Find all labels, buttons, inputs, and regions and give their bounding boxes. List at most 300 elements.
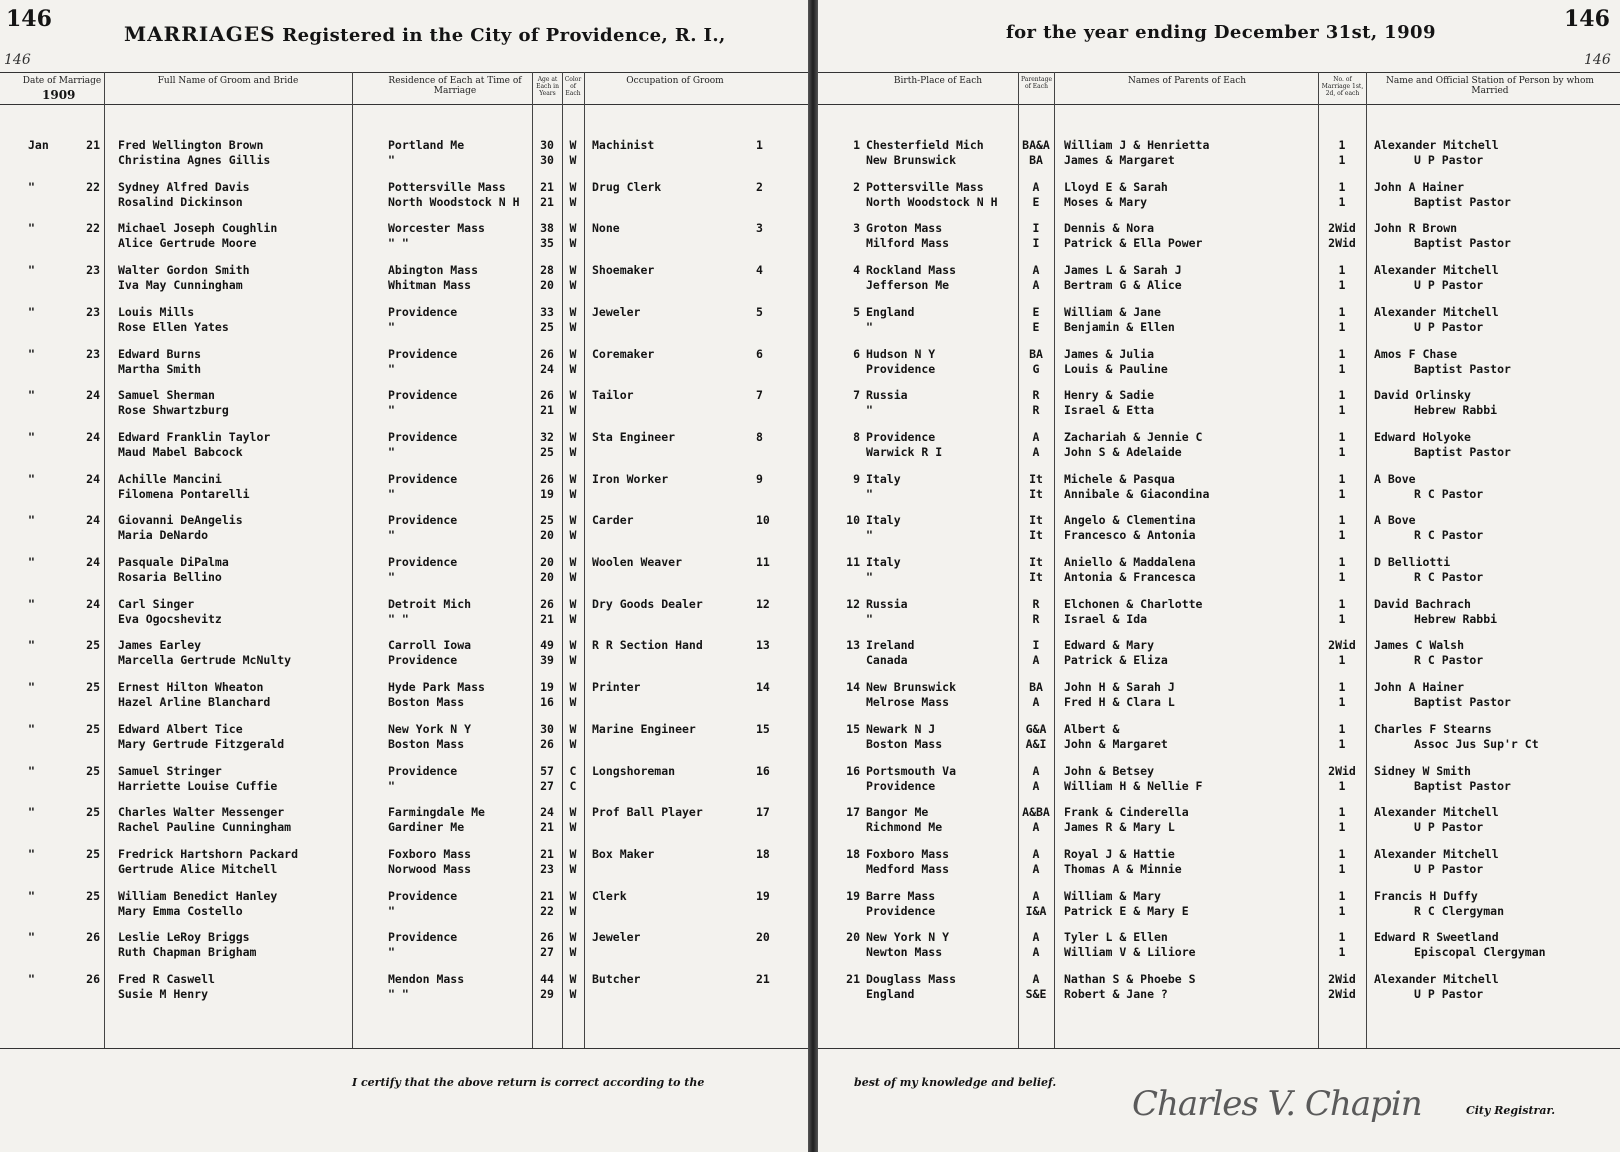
cell-bp-g: Groton Mass [866,221,943,235]
cell-off2: Baptist Pastor [1414,362,1511,376]
cell-occ: Dry Goods Dealer [592,597,703,611]
cell-res-b: " [388,570,395,584]
cell-m-b: 1 [1338,695,1346,709]
cell-col-g: W [569,513,577,527]
cell-m-g: 1 [1338,805,1346,819]
cell-par-b: G [1032,362,1040,376]
cell-res-b: " [388,779,395,793]
cell-res-g: Foxboro Mass [388,847,472,861]
cell-m-b: 1 [1338,570,1346,584]
cell-bride: Hazel Arline Blanchard [118,695,271,709]
cell-col-b: W [569,487,577,501]
cell-age-b: 23 [540,862,554,876]
cell-off1: A Bove [1374,513,1416,527]
cell-day: 25 [86,722,100,736]
cell-off2: R C Pastor [1414,653,1484,667]
cell-pn-g: Dennis & Nora [1064,221,1155,235]
cell-res-g: Providence [388,305,458,319]
cell-par-b: A [1032,653,1040,667]
cell-m-g: 2Wid [1328,638,1356,652]
cell-age-g: 24 [540,805,554,819]
page-number: 146 [1564,6,1610,32]
cell-res-g: Detroit Mich [388,597,472,611]
cell-m-g: 1 [1338,388,1346,402]
cell-day: 23 [86,263,100,277]
cell-no: 8 [853,430,860,444]
cell-pn-b: Benjamin & Ellen [1064,320,1175,334]
cell-m-g: 1 [1338,680,1346,694]
cell-pn-b: James & Margaret [1064,153,1175,167]
cell-age-b: 20 [540,528,554,542]
cell-pn-g: William J & Henrietta [1064,138,1210,152]
cell-month: " [28,638,35,652]
cell-occ: Sta Engineer [592,430,676,444]
cell-m-g: 1 [1338,930,1346,944]
cell-bp-b: Milford Mass [866,236,950,250]
cell-col-b: W [569,904,577,918]
cell-col-g: W [569,347,577,361]
cell-bp-b: Medford Mass [866,862,950,876]
cell-res-g: Providence [388,388,458,402]
cell-age-g: 26 [540,347,554,361]
cell-col-g: W [569,263,577,277]
cell-month: " [28,388,35,402]
cell-col-g: W [569,972,577,986]
cell-off1: John A Hainer [1374,680,1465,694]
cell-occ: Shoemaker [592,263,655,277]
cell-res-b: Boston Mass [388,737,465,751]
cell-off2: U P Pastor [1414,153,1484,167]
cell-pn-g: John & Betsey [1064,764,1155,778]
cell-bp-g: Italy [866,513,901,527]
cell-pn-g: Tyler L & Ellen [1064,930,1168,944]
cell-res-g: Hyde Park Mass [388,680,485,694]
cell-par-g: A [1032,263,1040,277]
cell-bp-b: Newton Mass [866,945,943,959]
cell-off1: Charles F Stearns [1374,722,1492,736]
cell-off2: Baptist Pastor [1414,695,1511,709]
cell-groom: Louis Mills [118,305,195,319]
cell-bp-b: Providence [866,362,936,376]
cell-bp-b: " [866,528,873,542]
cell-no: 3 [756,221,763,235]
cell-no: 14 [756,680,770,694]
cell-par-g: A [1032,847,1040,861]
cell-age-b: 21 [540,403,554,417]
cell-par-b: I [1032,236,1040,250]
cell-bp-g: Italy [866,555,901,569]
cell-pn-g: Nathan S & Phoebe S [1064,972,1196,986]
cell-bp-b: Boston Mass [866,737,943,751]
cell-col-b: W [569,820,577,834]
cell-pn-g: Zachariah & Jennie C [1064,430,1203,444]
cell-par-b: E [1032,320,1040,334]
cell-off1: Alexander Mitchell [1374,847,1499,861]
cell-off1: Alexander Mitchell [1374,805,1499,819]
cell-col-b: W [569,403,577,417]
cell-groom: James Earley [118,638,202,652]
handwritten-page-number: 146 [1584,52,1611,68]
cell-month: " [28,221,35,235]
cell-par-g: G&A [1025,722,1047,736]
cell-day: 25 [86,764,100,778]
cell-occ: Printer [592,680,641,694]
cell-groom: Samuel Sherman [118,388,215,402]
cell-m-b: 1 [1338,362,1346,376]
cell-bp-g: Foxboro Mass [866,847,950,861]
cell-age-g: 33 [540,305,554,319]
cell-pn-g: William & Mary [1064,889,1161,903]
cell-age-g: 44 [540,972,554,986]
registrar-signature: Charles V. Chapin [1132,1084,1422,1124]
cell-off2: Hebrew Rabbi [1414,612,1498,626]
cell-occ: Coremaker [592,347,655,361]
cell-no: 16 [756,764,770,778]
cell-col-g: W [569,555,577,569]
cell-res-g: Providence [388,930,458,944]
cell-off2: Baptist Pastor [1414,445,1511,459]
cell-age-g: 28 [540,263,554,277]
cell-res-g: Mendon Mass [388,972,465,986]
cell-pn-g: Frank & Cinderella [1064,805,1189,819]
cell-age-g: 32 [540,430,554,444]
cell-occ: Box Maker [592,847,655,861]
cell-age-g: 26 [540,472,554,486]
cell-off1: Edward R Sweetland [1374,930,1499,944]
cell-par-g: BA [1029,347,1043,361]
cell-bp-b: Melrose Mass [866,695,950,709]
cell-par-g: A [1032,430,1040,444]
cell-no: 1 [756,138,763,152]
column-divider [1366,72,1367,1048]
cell-pn-b: Louis & Pauline [1064,362,1168,376]
cell-bp-g: Douglass Mass [866,972,957,986]
cell-no: 19 [846,889,860,903]
cell-month: " [28,513,35,527]
cell-par-b: A&I [1025,737,1047,751]
cell-no: 4 [756,263,763,277]
cell-off2: Hebrew Rabbi [1414,403,1498,417]
cell-m-b: 1 [1338,779,1346,793]
cell-pn-b: John S & Adelaide [1064,445,1182,459]
cell-m-b: 1 [1338,820,1346,834]
cell-bp-b: " [866,403,873,417]
cell-col-g: W [569,472,577,486]
cell-res-b: " " [388,987,409,1001]
cell-off1: James C Walsh [1374,638,1465,652]
cell-par-b: R [1032,612,1040,626]
cell-pn-b: Israel & Ida [1064,612,1148,626]
cell-bp-b: Providence [866,904,936,918]
cell-col-g: W [569,889,577,903]
cell-day: 21 [86,138,100,152]
cell-res-b: Providence [388,653,458,667]
cell-res-g: Providence [388,889,458,903]
cell-bp-g: Portsmouth Va [866,764,957,778]
cell-par-g: I [1032,221,1040,235]
certification-text-cont: best of my knowledge and belief. [854,1076,1057,1089]
cell-res-g: Providence [388,430,458,444]
cell-col-g: W [569,680,577,694]
cell-age-g: 49 [540,638,554,652]
cell-off1: D Belliotti [1374,555,1451,569]
cell-col-g: C [569,764,577,778]
cell-month: " [28,930,35,944]
cell-m-b: 1 [1338,945,1346,959]
cell-no: 4 [853,263,860,277]
cell-bp-g: New Brunswick [866,680,957,694]
cell-bride: Martha Smith [118,362,202,376]
cell-bp-g: Bangor Me [866,805,929,819]
cell-col-g: W [569,221,577,235]
cell-pn-g: John H & Sarah J [1064,680,1175,694]
cell-age-b: 26 [540,737,554,751]
cell-col-b: W [569,445,577,459]
cell-col-b: W [569,278,577,292]
cell-age-b: 25 [540,320,554,334]
cell-month: " [28,722,35,736]
cell-res-b: " [388,362,395,376]
cell-age-g: 19 [540,680,554,694]
cell-col-g: W [569,305,577,319]
cell-res-b: " [388,945,395,959]
cell-pn-g: William & Jane [1064,305,1161,319]
cell-no: 21 [846,972,860,986]
cell-m-g: 1 [1338,138,1346,152]
cell-no: 17 [846,805,860,819]
certification-text: I certify that the above return is correct according to the [352,1076,705,1089]
cell-par-b: It [1029,487,1043,501]
cell-bp-b: " [866,320,873,334]
cell-par-g: A [1032,764,1040,778]
cell-col-b: W [569,195,577,209]
cell-off2: Episcopal Clergyman [1414,945,1546,959]
cell-res-b: " " [388,612,409,626]
column-divider [104,72,105,1048]
cell-off1: Sidney W Smith [1374,764,1471,778]
cell-m-g: 1 [1338,847,1346,861]
cell-res-b: Boston Mass [388,695,465,709]
cell-m-b: 1 [1338,737,1346,751]
cell-occ: Jeweler [592,930,641,944]
header-name: Full Name of Groom and Bride [157,76,299,86]
cell-bp-g: Providence [866,430,936,444]
cell-bride: Rose Ellen Yates [118,320,229,334]
cell-day: 24 [86,555,100,569]
cell-age-g: 26 [540,930,554,944]
cell-no: 7 [756,388,763,402]
cell-off1: A Bove [1374,472,1416,486]
cell-col-b: W [569,695,577,709]
cell-m-b: 1 [1338,904,1346,918]
footer-rule [818,1048,1620,1049]
cell-age-g: 21 [540,180,554,194]
cell-age-b: 16 [540,695,554,709]
cell-age-g: 30 [540,722,554,736]
cell-par-b: A [1032,820,1040,834]
cell-par-g: BA [1029,680,1043,694]
cell-age-b: 20 [540,570,554,584]
cell-day: 24 [86,430,100,444]
cell-res-b: Gardiner Me [388,820,465,834]
header-top-rule [0,72,808,73]
cell-day: 23 [86,305,100,319]
cell-par-b: S&E [1025,987,1047,1001]
cell-off2: Baptist Pastor [1414,779,1511,793]
cell-m-g: 1 [1338,263,1346,277]
cell-res-g: Providence [388,555,458,569]
cell-age-b: 19 [540,487,554,501]
cell-month: " [28,680,35,694]
cell-no: 12 [846,597,860,611]
cell-par-b: A [1032,695,1040,709]
cell-pn-b: Moses & Mary [1064,195,1148,209]
cell-res-g: Portland Me [388,138,465,152]
cell-par-b: It [1029,570,1043,584]
cell-bp-b: Richmond Me [866,820,943,834]
cell-no: 7 [853,388,860,402]
cell-no: 11 [846,555,860,569]
cell-day: 26 [86,972,100,986]
cell-pn-b: William V & Liliore [1064,945,1196,959]
cell-no: 14 [846,680,860,694]
cell-col-b: W [569,320,577,334]
cell-age-b: 27 [540,945,554,959]
cell-no: 2 [853,180,860,194]
cell-res-g: Worcester Mass [388,221,485,235]
cell-day: 25 [86,680,100,694]
cell-col-b: C [569,779,577,793]
cell-pn-b: Bertram G & Alice [1064,278,1182,292]
cell-groom: Fred Wellington Brown [118,138,264,152]
column-divider [584,72,585,1048]
cell-par-g: BA&A [1022,138,1050,152]
cell-no: 21 [756,972,770,986]
cell-pn-b: Annibale & Giacondina [1064,487,1210,501]
cell-bp-b: " [866,570,873,584]
cell-occ: Butcher [592,972,641,986]
cell-age-g: 38 [540,221,554,235]
cell-bp-b: England [866,987,915,1001]
cell-par-g: A [1032,972,1040,986]
cell-res-b: Norwood Mass [388,862,472,876]
cell-pn-b: Israel & Etta [1064,403,1155,417]
cell-age-b: 27 [540,779,554,793]
cell-day: 24 [86,597,100,611]
column-divider [532,72,533,1048]
cell-pn-b: Francesco & Antonia [1064,528,1196,542]
cell-no: 20 [846,930,860,944]
cell-month: Jan [28,138,49,152]
cell-off1: David Orlinsky [1374,388,1471,402]
cell-bp-b: Warwick R I [866,445,943,459]
cell-no: 10 [846,513,860,527]
cell-bride: Susie M Henry [118,987,209,1001]
cell-no: 19 [756,889,770,903]
cell-off2: U P Pastor [1414,320,1484,334]
cell-par-b: BA [1029,153,1043,167]
cell-pn-g: James & Julia [1064,347,1155,361]
cell-pn-b: John & Margaret [1064,737,1168,751]
cell-m-g: 2Wid [1328,972,1356,986]
cell-age-b: 21 [540,195,554,209]
cell-bride: Rachel Pauline Cunningham [118,820,292,834]
cell-pn-b: Patrick & Ella Power [1064,236,1203,250]
cell-bp-b: New Brunswick [866,153,957,167]
cell-m-b: 1 [1338,403,1346,417]
cell-no: 17 [756,805,770,819]
cell-age-g: 21 [540,847,554,861]
cell-m-g: 2Wid [1328,764,1356,778]
cell-occ: R R Section Hand [592,638,703,652]
book-gutter [808,0,818,1152]
header-parentage: Parentage of Each [1020,76,1052,90]
cell-res-g: Providence [388,347,458,361]
cell-bride: Harriette Louise Cuffie [118,779,278,793]
cell-no: 5 [853,305,860,319]
cell-groom: Sydney Alfred Davis [118,180,250,194]
cell-res-g: Providence [388,513,458,527]
cell-col-g: W [569,930,577,944]
cell-off2: U P Pastor [1414,278,1484,292]
cell-m-b: 1 [1338,278,1346,292]
cell-groom: Giovanni DeAngelis [118,513,243,527]
cell-par-b: E [1032,195,1040,209]
cell-res-b: " [388,403,395,417]
cell-res-b: " [388,487,395,501]
cell-res-g: New York N Y [388,722,472,736]
cell-month: " [28,180,35,194]
cell-no: 13 [846,638,860,652]
cell-age-g: 57 [540,764,554,778]
cell-par-g: A [1032,930,1040,944]
cell-off2: U P Pastor [1414,862,1484,876]
cell-res-b: " [388,153,395,167]
cell-par-b: A [1032,862,1040,876]
cell-groom: Edward Burns [118,347,202,361]
cell-col-g: W [569,138,577,152]
cell-age-b: 29 [540,987,554,1001]
cell-bride: Marcella Gertrude McNulty [118,653,292,667]
handwritten-page-number: 146 [4,52,31,68]
cell-age-b: 25 [540,445,554,459]
cell-off1: Alexander Mitchell [1374,138,1499,152]
cell-groom: Charles Walter Messenger [118,805,285,819]
cell-m-b: 1 [1338,528,1346,542]
cell-par-b: A [1032,779,1040,793]
cell-pn-b: William H & Nellie F [1064,779,1203,793]
cell-off2: R C Pastor [1414,528,1484,542]
cell-age-b: 30 [540,153,554,167]
cell-bride: Rosaria Bellino [118,570,222,584]
cell-off2: R C Pastor [1414,487,1484,501]
cell-no: 8 [756,430,763,444]
cell-bride: Alice Gertrude Moore [118,236,257,250]
header-marriage-number: No. of Marriage 1st, 2d, of each [1321,76,1364,97]
cell-month: " [28,263,35,277]
cell-m-b: 1 [1338,320,1346,334]
cell-day: 25 [86,889,100,903]
cell-res-b: Whitman Mass [388,278,472,292]
cell-groom: Ernest Hilton Wheaton [118,680,264,694]
cell-day: 25 [86,805,100,819]
cell-bp-g: Russia [866,597,908,611]
cell-bride: Maria DeNardo [118,528,209,542]
cell-m-g: 1 [1338,180,1346,194]
cell-par-g: It [1029,472,1043,486]
cell-col-b: W [569,362,577,376]
cell-no: 15 [756,722,770,736]
